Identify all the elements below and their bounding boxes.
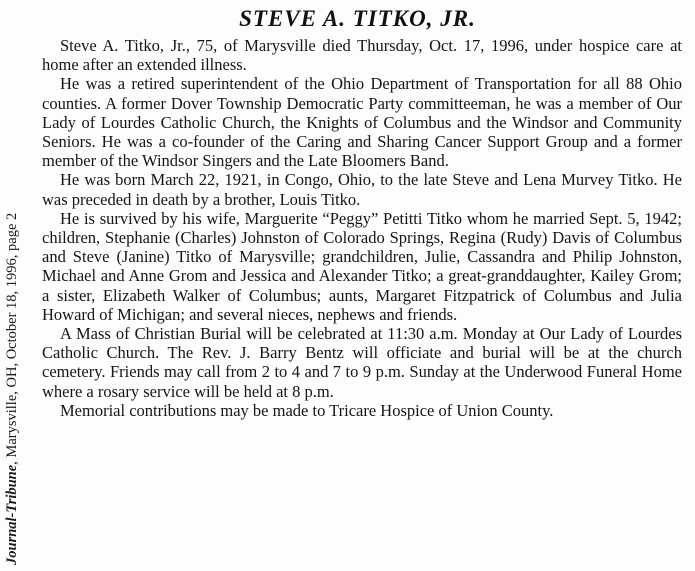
paragraph-memorial: Memorial contributions may be made to Tricare Hospice of Union County. bbox=[60, 400, 554, 420]
paragraph-career: He was a retired superintendent of the Ohio Department of Transportation for all 88 Ohio counties. A former Dover Township Democratic Party committeeman, he was a member of Our Lady of Lourdes Catholic Church, the Knights of Columbus and the Windsor and Community Seniors. He was a co-founder of the Caring and Sharing Cancer Support Group and a former member of the Windsor Singers and the Late Bloomers Band. bbox=[42, 74, 682, 171]
paragraph-death-notice: Steve A. Titko, Jr., 75, of Marysville died Thursday, Oct. 17, 1996, under hospice care at home after an extended illness. bbox=[42, 36, 682, 75]
obituary-title: STEVE A. TITKO, JR. bbox=[239, 6, 476, 31]
paragraph-survivors: He is survived by his wife, Marguerite “Peggy” Petitti Titko whom he married Sept. 5, 1942; children, Stephanie (Charles) Johnston of Colorado Springs, Regina (Rudy) Davis of Columbus and Steve (Janine) Titko of Marysville; grandchildren, Julie, Cassandra and Philip Johnston, Michael and Anne Grom and Jessica and Alexander Titko; a great-granddaughter, Kailey Grom; a sister, Elizabeth Walker of Columbus; aunts, Margaret Fitzpatrick of Columbus and Julia Howard of Michigan; and several nieces, nephews and friends. bbox=[42, 208, 682, 324]
obituary-body bbox=[42, 36, 682, 420]
source-citation bbox=[3, 25, 21, 565]
publication-location-date: , Marysville, OH, October 18, 1996, page 2 bbox=[4, 212, 20, 465]
publication-name: Journal-Tribune bbox=[4, 464, 20, 565]
paragraph-services: A Mass of Christian Burial will be celebrated at 11:30 a.m. Monday at Our Lady of Lourdes Catholic Church. The Rev. J. Barry Bentz will officiate and burial will be at the church cemetery. Friends may call from 2 to 4 and 7 to 9 p.m. Sunday at the Underwood Funeral Home where a rosary service will be held at 8 p.m. bbox=[42, 324, 682, 401]
paragraph-birth: He was born March 22, 1921, in Congo, Ohio, to the late Steve and Lena Murvey Titko. He was preceded in death by a brother, Louis Titko. bbox=[42, 170, 682, 209]
